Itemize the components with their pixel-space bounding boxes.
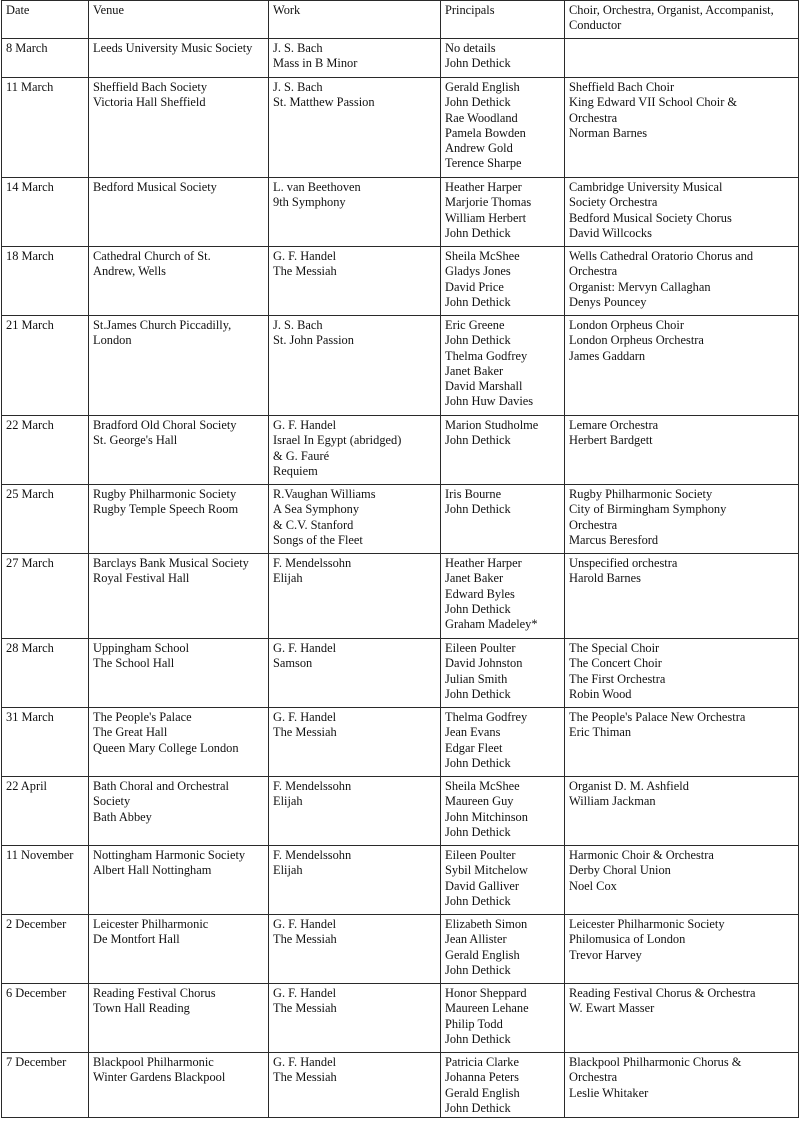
work-line: J. S. Bach [273,318,323,332]
cell-date: 22 March [2,416,89,485]
choir-line: Trevor Harvey [569,947,642,962]
work-line: G. F. Handel [273,418,337,432]
cell-principals [441,485,565,554]
cell-principals [441,247,565,316]
table-row [2,178,799,247]
cell-date: 6 December [2,984,89,1053]
principals-line: John Dethick [445,225,511,240]
table-row [2,316,799,416]
principals-line: John Mitchinson [445,809,528,824]
principals-line: Marjorie Thomas [445,195,532,210]
table-row [2,416,799,485]
work-line: St. John Passion [273,333,354,348]
venue-line: Albert Hall Nottingham [93,863,212,878]
cell-venue [89,247,269,316]
choir-line: Sheffield Bach Choir [569,80,675,94]
choir-line: Orchestra [569,110,618,125]
work-line: The Messiah [273,264,337,279]
venue-line: Bath Abbey [93,809,152,824]
choir-line: Philomusica of London [569,932,686,947]
cell-choir [565,708,799,777]
concert-table [1,0,799,1118]
work-line: G. F. Handel [273,710,337,724]
choir-line: Rugby Philharmonic Society [569,487,713,501]
choir-line: Wells Cathedral Oratorio Chorus and [569,249,754,263]
cell-principals [441,178,565,247]
cell-venue [89,708,269,777]
principals-line: Heather Harper [445,180,522,194]
choir-line: William Jackman [569,794,656,809]
work-line: F. Mendelssohn [273,848,352,862]
work-line: The Messiah [273,1001,337,1016]
work-line: The Messiah [273,1070,337,1085]
principals-line: John Dethick [445,962,511,977]
table-row [2,78,799,178]
choir-line: Noel Cox [569,878,617,893]
venue-line: St.James Church Piccadilly, [93,318,232,332]
cell-venue [89,846,269,915]
table-row [2,915,799,984]
cell-venue [89,1053,269,1118]
venue-line: Rugby Philharmonic Society [93,487,237,501]
principals-line: John Dethick [445,433,511,448]
venue-line: The People's Palace [93,710,192,724]
work-line: Elijah [273,571,303,586]
principals-line: Johanna Peters [445,1070,519,1085]
cell-venue [89,316,269,416]
cell-choir [565,1053,799,1118]
choir-line: W. Ewart Masser [569,1001,655,1016]
venue-line: Winter Gardens Blackpool [93,1070,226,1085]
principals-line: John Dethick [445,95,511,110]
choir-line: Society Orchestra [569,195,658,210]
choir-line: Orchestra [569,1070,618,1085]
cell-work [269,316,441,416]
choir-line: Eric Thiman [569,725,632,740]
choir-line: Unspecified orchestra [569,556,678,570]
cell-principals [441,78,565,178]
cell-date: 28 March [2,639,89,708]
cell-principals [441,39,565,78]
choir-line: Norman Barnes [569,125,648,140]
cell-date: 8 March [2,39,89,78]
cell-choir [565,416,799,485]
cell-work [269,78,441,178]
cell-principals [441,554,565,639]
principals-line: Gladys Jones [445,264,511,279]
principals-line: Sheila McShee [445,249,520,263]
cell-venue [89,178,269,247]
choir-line: The Special Choir [569,641,660,655]
venue-line: Bradford Old Choral Society [93,418,237,432]
work-line: & C.V. Stanford [273,517,354,532]
cell-venue [89,554,269,639]
choir-line: Leslie Whitaker [569,1085,649,1100]
cell-work [269,178,441,247]
venue-line: Leicester Philharmonic [93,917,209,931]
work-line: Elijah [273,863,303,878]
principals-line: Jean Allister [445,932,507,947]
cell-choir [565,777,799,846]
principals-line: David Marshall [445,379,523,394]
cell-choir [565,78,799,178]
cell-venue [89,416,269,485]
venue-line: Bath Choral and Orchestral [93,779,229,793]
choir-line: Marcus Beresford [569,532,659,547]
principals-line: Janet Baker [445,571,504,586]
work-line: Samson [273,656,313,671]
cell-date: 11 March [2,78,89,178]
table-row [2,554,799,639]
cell-work [269,485,441,554]
principals-line: Julian Smith [445,671,508,686]
cell-choir [565,984,799,1053]
principals-line: Janet Baker [445,363,504,378]
work-line: G. F. Handel [273,641,337,655]
principals-line: Thelma Godfrey [445,710,528,724]
cell-date: 27 March [2,554,89,639]
choir-line: King Edward VII School Choir & [569,95,738,110]
table-row [2,846,799,915]
cell-choir [565,485,799,554]
principals-line: Elizabeth Simon [445,917,528,931]
header-choir-label: Choir, Orchestra, Organist, Accompanist, Conductor [569,3,774,33]
choir-line: Leicester Philharmonic Society [569,917,725,931]
work-line: Songs of the Fleet [273,532,363,547]
cell-venue [89,639,269,708]
work-line: St. Matthew Passion [273,95,375,110]
table-header [2,1,799,39]
choir-line: Harmonic Choir & Orchestra [569,848,714,862]
choir-line: Herbert Bardgett [569,433,653,448]
venue-line: De Montfort Hall [93,932,180,947]
work-line: Requiem [273,463,318,478]
principals-line: Iris Bourne [445,487,502,501]
cell-venue [89,984,269,1053]
venue-line: Blackpool Philharmonic [93,1055,214,1069]
venue-line: Andrew, Wells [93,264,166,279]
principals-line: John Dethick [445,56,511,71]
cell-choir [565,178,799,247]
choir-line: The Concert Choir [569,656,662,671]
cell-work [269,915,441,984]
cell-work [269,984,441,1053]
table-row [2,639,799,708]
work-line: J. S. Bach [273,41,323,55]
work-line: F. Mendelssohn [273,779,352,793]
cell-date: 18 March [2,247,89,316]
principals-line: John Dethick [445,893,511,908]
header-row [2,1,799,39]
cell-date: 22 April [2,777,89,846]
principals-line: Gerald English [445,947,520,962]
table-row [2,247,799,316]
cell-venue [89,777,269,846]
cell-date: 31 March [2,708,89,777]
choir-line: London Orpheus Choir [569,318,684,332]
venue-line: St. George's Hall [93,433,178,448]
principals-line: Andrew Gold [445,141,513,156]
choir-line: City of Birmingham Symphony [569,502,727,517]
choir-line: Orchestra [569,264,618,279]
principals-line: John Dethick [445,502,511,517]
choir-line: Denys Pouncey [569,294,647,309]
choir-line: Cambridge University Musical [569,180,723,194]
venue-line: The School Hall [93,656,175,671]
work-line: 9th Symphony [273,195,346,210]
venue-line: Society [93,794,131,809]
principals-line: John Huw Davies [445,394,534,409]
header-venue: Venue [89,1,269,39]
principals-line: John Dethick [445,333,511,348]
cell-venue [89,485,269,554]
choir-line: Organist: Mervyn Callaghan [569,279,711,294]
header-date: Date [2,1,89,39]
work-line: L. van Beethoven [273,180,361,194]
table-row [2,777,799,846]
cell-work [269,1053,441,1118]
principals-line: Eric Greene [445,318,505,332]
choir-line: Harold Barnes [569,571,641,586]
principals-line: John Dethick [445,686,511,701]
cell-principals [441,984,565,1053]
principals-line: Sybil Mitchelow [445,863,528,878]
cell-date: 7 December [2,1053,89,1118]
cell-date: 14 March [2,178,89,247]
choir-line: Robin Wood [569,686,632,701]
header-principals: Principals [441,1,565,39]
cell-principals [441,416,565,485]
venue-line: London [93,333,132,348]
choir-line: Derby Choral Union [569,863,671,878]
cell-work [269,39,441,78]
cell-date: 25 March [2,485,89,554]
principals-line: David Price [445,279,504,294]
venue-line: Uppingham School [93,641,190,655]
principals-line: Graham Madeley* [445,617,538,632]
venue-line: Nottingham Harmonic Society [93,848,246,862]
cell-venue [89,915,269,984]
cell-work [269,708,441,777]
cell-principals [441,639,565,708]
cell-choir [565,554,799,639]
cell-principals [441,708,565,777]
cell-date: 2 December [2,915,89,984]
principals-line: Patricia Clarke [445,1055,519,1069]
venue-line: Royal Festival Hall [93,571,190,586]
cell-date: 11 November [2,846,89,915]
principals-line: Eileen Poulter [445,848,516,862]
principals-line: John Dethick [445,1031,511,1046]
table-row [2,708,799,777]
work-line: Israel In Egypt (abridged) [273,433,402,448]
cell-work [269,777,441,846]
choir-line: Bedford Musical Society Chorus [569,210,732,225]
cell-work [269,639,441,708]
principals-line: Maureen Lehane [445,1001,529,1016]
principals-line: Gerald English [445,1085,520,1100]
principals-line: Philip Todd [445,1016,503,1031]
work-line: G. F. Handel [273,249,337,263]
work-line: The Messiah [273,725,337,740]
principals-line: Eileen Poulter [445,641,516,655]
cell-work [269,846,441,915]
header-work: Work [269,1,441,39]
cell-principals [441,316,565,416]
work-line: A Sea Symphony [273,502,360,517]
principals-line: John Dethick [445,1100,511,1115]
cell-principals [441,915,565,984]
choir-line: David Willcocks [569,225,652,240]
work-line: The Messiah [273,932,337,947]
work-line: R.Vaughan Williams [273,487,376,501]
venue-line: Rugby Temple Speech Room [93,502,239,517]
cell-choir [565,247,799,316]
principals-line: John Dethick [445,294,511,309]
table-body [2,39,799,1118]
cell-choir [565,39,799,78]
cell-venue [89,39,269,78]
principals-line: David Galliver [445,878,519,893]
table-row [2,984,799,1053]
header-choir [565,1,799,39]
work-line: F. Mendelssohn [273,556,352,570]
principals-line: Thelma Godfrey [445,348,528,363]
venue-line: Town Hall Reading [93,1001,190,1016]
principals-line: Honor Sheppard [445,986,527,1000]
principals-line: Edgar Fleet [445,740,503,755]
work-line: G. F. Handel [273,917,337,931]
principals-line: Marion Studholme [445,418,539,432]
venue-line: The Great Hall [93,725,168,740]
work-line: G. F. Handel [273,986,337,1000]
choir-line: The People's Palace New Orchestra [569,710,746,724]
work-line: G. F. Handel [273,1055,337,1069]
cell-choir [565,915,799,984]
principals-line: Jean Evans [445,725,501,740]
venue-line: Leeds University Music Society [93,41,253,55]
choir-line: Blackpool Philharmonic Chorus & [569,1055,742,1069]
cell-work [269,554,441,639]
cell-work [269,416,441,485]
work-line: J. S. Bach [273,80,323,94]
cell-choir [565,316,799,416]
venue-line: Bedford Musical Society [93,180,217,194]
cell-principals [441,846,565,915]
venue-line: Cathedral Church of St. [93,249,211,263]
principals-line: John Dethick [445,755,511,770]
choir-line: London Orpheus Orchestra [569,333,704,348]
principals-line: Terence Sharpe [445,156,522,171]
table-row [2,1053,799,1118]
principals-line: Edward Byles [445,586,515,601]
principals-line: Gerald English [445,80,520,94]
choir-line: Orchestra [569,517,618,532]
choir-line: The First Orchestra [569,671,666,686]
venue-line: Queen Mary College London [93,740,239,755]
principals-line: Rae Woodland [445,110,518,125]
principals-line: Heather Harper [445,556,522,570]
cell-choir [565,846,799,915]
venue-line: Reading Festival Chorus [93,986,216,1000]
venue-line: Victoria Hall Sheffield [93,95,206,110]
choir-line: Reading Festival Chorus & Orchestra [569,986,756,1000]
choir-line: Organist D. M. Ashfield [569,779,689,793]
table-row [2,485,799,554]
principals-line: No details [445,41,496,55]
work-line: & G. Fauré [273,448,330,463]
cell-date: 21 March [2,316,89,416]
principals-line: John Dethick [445,824,511,839]
principals-line: William Herbert [445,210,527,225]
principals-line: John Dethick [445,601,511,616]
cell-principals [441,777,565,846]
choir-line: Lemare Orchestra [569,418,659,432]
table-row [2,39,799,78]
cell-principals [441,1053,565,1118]
cell-choir [565,639,799,708]
choir-line: James Gaddarn [569,348,646,363]
principals-line: Pamela Bowden [445,125,526,140]
principals-line: Maureen Guy [445,794,514,809]
principals-line: Sheila McShee [445,779,520,793]
venue-line: Barclays Bank Musical Society [93,556,249,570]
principals-line: David Johnston [445,656,523,671]
work-line: Mass in B Minor [273,56,358,71]
work-line: Elijah [273,794,303,809]
venue-line: Sheffield Bach Society [93,80,208,94]
cell-work [269,247,441,316]
cell-venue [89,78,269,178]
